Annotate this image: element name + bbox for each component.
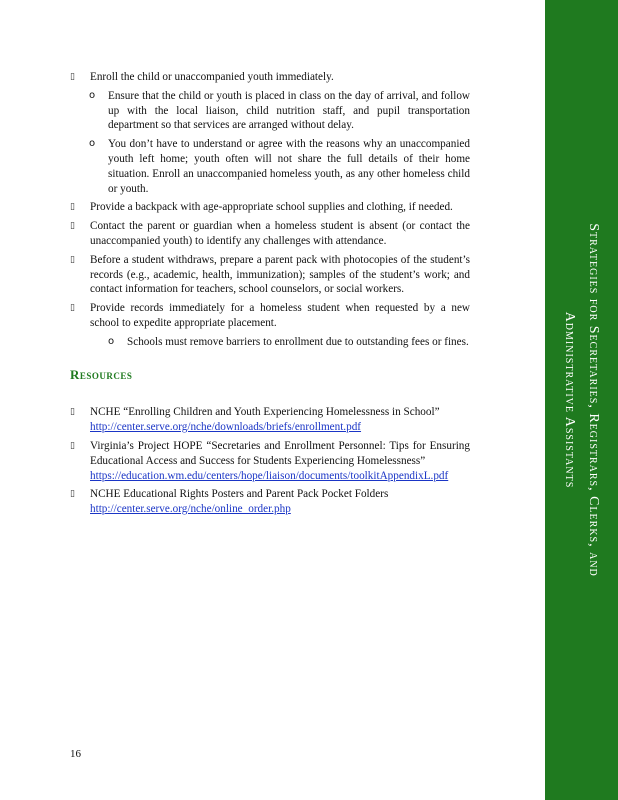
sub-sub-list-item xyxy=(70,335,470,350)
resource-item xyxy=(70,405,470,435)
resource-item xyxy=(70,439,470,483)
sidebar-title-line2: Administrative Assistants xyxy=(562,311,577,489)
sub-bullet-text: Ensure that the child or youth is placed in class on the day of arrival, and follow up with the local liaison, child nutrition staff, and pupil transportation department so that services are arranged without delay. xyxy=(108,89,470,132)
resource-link[interactable]: http://center.serve.org/nche/online_order.php xyxy=(90,503,291,516)
circle-bullet-icon: o xyxy=(89,89,96,101)
sub-list-item xyxy=(70,137,470,196)
bullet-icon: ▯ xyxy=(70,440,75,451)
resource-text: Virginia’s Project HOPE “Secretaries and Enrollment Personnel: Tips for Ensuring Educational Access and Success for Students Experiencing Homelessness” xyxy=(90,439,470,467)
list-item xyxy=(70,200,470,215)
bullet-icon: ▯ xyxy=(70,221,75,232)
page-number: 16 xyxy=(70,748,81,760)
circle-bullet-icon: o xyxy=(89,138,96,150)
sidebar-title xyxy=(557,140,605,660)
circle-bullet-icon: o xyxy=(108,335,115,347)
list-item xyxy=(70,253,470,297)
bullet-text: Enroll the child or unaccompanied youth immediately. xyxy=(90,71,334,83)
sidebar-banner xyxy=(545,0,618,800)
bullet-icon: ▯ xyxy=(70,489,75,500)
list-item xyxy=(70,219,470,249)
sub-bullet-text: You don’t have to understand or agree with the reasons why an unaccompanied youth left home; youth often will not share the full details of their home situation. Enroll an unaccompanied homeless youth, as any other homeless child or youth. xyxy=(108,138,470,195)
bullet-text: Provide records immediately for a homeless student when requested by a new school to expedite appropriate placement. xyxy=(90,302,470,329)
bullet-icon: ▯ xyxy=(70,72,75,82)
bullet-text: Before a student withdraws, prepare a parent pack with photocopies of the student’s records (e.g., academic, health, immunization); samples of the student’s work; and contact information for teachers, school counselors, or social workers. xyxy=(90,253,470,296)
list-item xyxy=(70,301,470,331)
resource-link[interactable]: https://education.wm.edu/centers/hope/liaison/documents/toolkitAppendixL.pdf xyxy=(90,469,449,482)
bullet-text: Provide a backpack with age-appropriate school supplies and clothing, if needed. xyxy=(90,201,453,214)
bullet-icon: ▯ xyxy=(70,407,75,418)
resource-link[interactable]: http://center.serve.org/nche/downloads/briefs/enrollment.pdf xyxy=(90,421,362,434)
bullet-icon: ▯ xyxy=(70,254,75,265)
resource-text: NCHE “Enrolling Children and Youth Experiencing Homelessness in School” xyxy=(90,406,440,419)
bullet-icon: ▯ xyxy=(70,202,75,213)
sub-list-item xyxy=(70,89,470,133)
resources-heading: RESOURCES xyxy=(70,366,133,382)
resource-text: NCHE Educational Rights Posters and Parent Pack Pocket Folders xyxy=(90,488,389,501)
document-body xyxy=(70,70,470,521)
bullet-icon: ▯ xyxy=(70,303,75,314)
resource-item xyxy=(70,487,470,517)
bullet-text: Contact the parent or guardian when a homeless student is absent (or contact the unaccompanied youth) to identify any challenges with attendance. xyxy=(90,220,470,247)
sidebar-title-line1: Strategies for Secretaries, Registrars, Clerks, and xyxy=(586,223,601,577)
sub-sub-bullet-text: Schools must remove barriers to enrollment due to outstanding fees or fines. xyxy=(127,335,469,348)
list-item xyxy=(70,70,470,85)
